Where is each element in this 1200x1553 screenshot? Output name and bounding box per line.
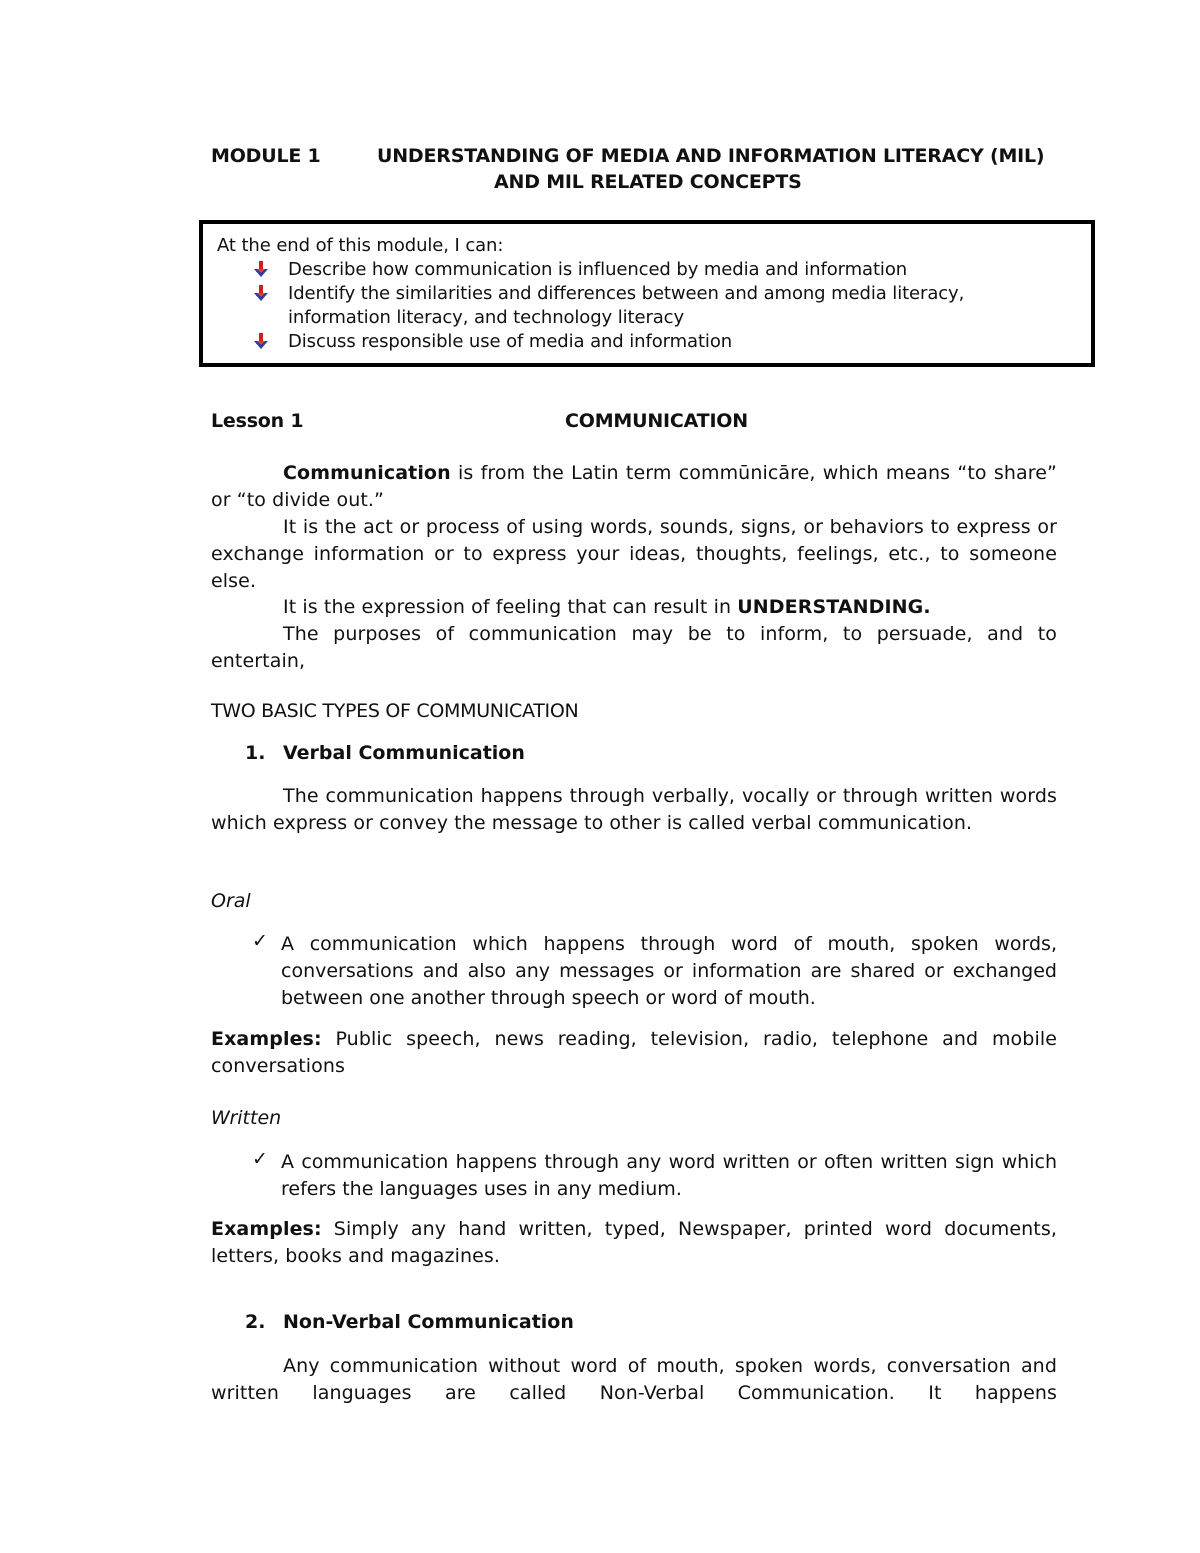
- objective-item-1: Describe how communication is influenced by media and information: [288, 259, 908, 280]
- objective-item-3: Discuss responsible use of media and information: [288, 331, 733, 352]
- module-title-line1: UNDERSTANDING OF MEDIA AND INFORMATION LITERACY (MIL): [377, 145, 1045, 167]
- oral-label: Oral: [211, 890, 251, 912]
- checkmark-icon: ✓: [252, 930, 268, 952]
- arrow-down-bullet-icon: [252, 332, 270, 350]
- arrow-down-bullet-icon: [252, 260, 270, 278]
- verbal-title: Verbal Communication: [283, 742, 525, 764]
- oral-examples-text: Public speech, news reading, television, radio, telephone and mobile conversations: [211, 1028, 1057, 1077]
- p1-text: is from the Latin term commūnicāre, which means “to share” or “to divide out.”: [211, 462, 1057, 511]
- paragraph-act-of-process: It is the act or process of using words, sounds, signs, or behaviors to express or exchange information or to express your ideas, thoughts, feelings, etc., to someone else.: [211, 516, 1057, 592]
- paragraph-purposes: The purposes of communication may be to inform, to persuade, and to entertain,: [211, 623, 1057, 672]
- written-examples: [211, 1216, 1057, 1270]
- examples-label: Examples:: [211, 1028, 322, 1050]
- written-label: Written: [211, 1107, 282, 1129]
- verbal-number: 1.: [245, 742, 266, 764]
- oral-description: A communication which happens through word of mouth, spoken words, conversations and also any messages or information are shared or exchanged between one another through speech or word of mouth.: [281, 933, 1057, 1009]
- objective-item-2: Identify the similarities and differences between and among media literacy,: [288, 283, 965, 304]
- types-heading: TWO BASIC TYPES OF COMMUNICATION: [211, 700, 579, 722]
- lesson-label: Lesson 1: [211, 410, 304, 432]
- arrow-down-bullet-icon: [252, 284, 270, 302]
- term-communication: Communication: [283, 462, 451, 484]
- p3-text: It is the expression of feeling that can result in: [283, 596, 738, 618]
- term-understanding: UNDERSTANDING.: [737, 596, 931, 618]
- lesson-title: COMMUNICATION: [565, 410, 748, 432]
- written-description: A communication happens through any word written or often written sign which refers the languages uses in any medium.: [281, 1151, 1057, 1200]
- oral-examples: [211, 1026, 1057, 1080]
- module-label: MODULE 1: [211, 145, 321, 167]
- nonverbal-number: 2.: [245, 1311, 266, 1333]
- nonverbal-definition: Any communication without word of mouth, spoken words, conversation and written languages are called Non-Verbal Communication. It happens: [211, 1355, 1057, 1404]
- paragraph-communication-definition: [211, 460, 1057, 514]
- checkmark-icon: ✓: [252, 1148, 268, 1170]
- objective-item-2-cont: information literacy, and technology literacy: [288, 307, 685, 328]
- written-examples-text: Simply any hand written, typed, Newspaper, printed word documents, letters, books and magazines.: [211, 1218, 1057, 1267]
- paragraph-expression: [211, 594, 1057, 621]
- module-title-line2: AND MIL RELATED CONCEPTS: [494, 171, 802, 193]
- verbal-definition: The communication happens through verbally, vocally or through written words which express or convey the message to other is called verbal communication.: [211, 785, 1057, 834]
- examples-label: Examples:: [211, 1218, 322, 1240]
- nonverbal-title: Non-Verbal Communication: [283, 1311, 574, 1333]
- objectives-intro: At the end of this module, I can:: [217, 235, 504, 256]
